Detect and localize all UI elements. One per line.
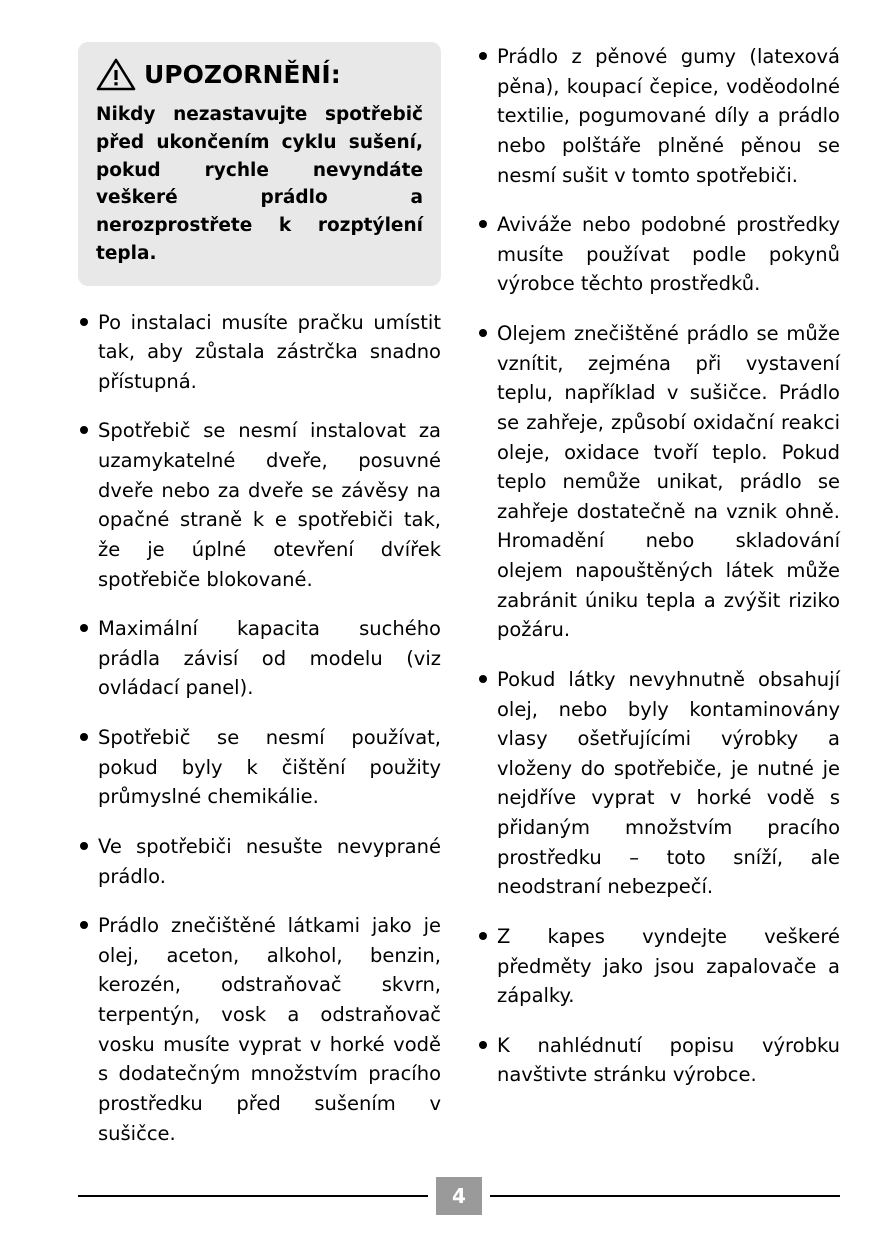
list-item: Prádlo z pěnové gumy (latexová pěna), koupací čepice, voděodolné textilie, pogumované díly a prádlo nebo polštáře plněné pěnou se nesmí sušit v tomto spotřebiči. bbox=[477, 42, 840, 190]
list-item: Prádlo znečištěné látkami jako je olej, aceton, alkohol, benzin, kerozén, odstraňovač skvrn, terpentýn, vosk a odstraňovač vosku musíte vyprat v horké vodě s dodatečným množstvím pracího prostředku před sušením v sušičce. bbox=[78, 911, 441, 1148]
warning-triangle-icon bbox=[96, 58, 136, 91]
left-column bbox=[78, 42, 441, 1152]
warning-header bbox=[96, 58, 423, 91]
warning-title: UPOZORNĚNÍ: bbox=[144, 60, 341, 89]
list-item: K nahlédnutí popisu výrobku navštivte stránku výrobce. bbox=[477, 1031, 840, 1090]
list-item: Maximální kapacita suchého prádla závisí od modelu (viz ovládací panel). bbox=[78, 614, 441, 703]
right-column bbox=[477, 42, 840, 1152]
list-item: Aviváže nebo podobné prostředky musíte používat podle pokynů výrobce těchto prostředků. bbox=[477, 210, 840, 299]
warning-text: Nikdy nezastavujte spotřebič před ukončením cyklu sušení, pokud rychle nevyndáte veškeré prádlo a nerozprostřete k rozptýlení tepla. bbox=[96, 104, 423, 264]
list-item: Spotřebič se nesmí používat, pokud byly k čištění použity průmyslné chemikálie. bbox=[78, 723, 441, 812]
list-item: Po instalaci musíte pračku umístit tak, aby zůstala zástrčka snadno přístupná. bbox=[78, 308, 441, 397]
list-item: Spotřebič se nesmí instalovat za uzamykatelné dveře, posuvné dveře nebo za dveře se závěsy na opačné straně k e spotřebiči tak, že je úplné otevření dvířek spotřebiče blokované. bbox=[78, 416, 441, 594]
two-column-body bbox=[78, 42, 840, 1152]
footer-rule-left bbox=[78, 1195, 428, 1197]
list-item: Z kapes vyndejte veškeré předměty jako jsou zapalovače a zápalky. bbox=[477, 922, 840, 1011]
list-item: Ve spotřebiči nesušte nevyprané prádlo. bbox=[78, 832, 441, 891]
left-bullet-list bbox=[78, 308, 441, 1149]
page-number-badge: 4 bbox=[436, 1177, 482, 1215]
warning-callout bbox=[78, 42, 441, 286]
page-footer bbox=[78, 1176, 840, 1216]
list-item: Olejem znečištěné prádlo se může vznítit, zejména při vystavení teplu, například v sušičce. Prádlo se zahřeje, způsobí oxidační reakci oleje, oxidace tvoří teplo. Pokud teplo nemůže unikat, prádlo se zahřeje dostatečně na vznik ohně. Hromadění nebo skladování olejem napouštěných látek může zabránit úniku tepla a zvýšit riziko požáru. bbox=[477, 319, 840, 645]
right-bullet-list bbox=[477, 42, 840, 1090]
footer-rule-right bbox=[490, 1195, 840, 1197]
list-item: Pokud látky nevyhnutně obsahují olej, nebo byly kontaminovány vlasy ošetřujícími výrobky a vloženy do spotřebiče, je nutné je nejdříve vyprat v horké vodě s přidaným množstvím pracího prostředku – toto sníží, ale neodstraní nebezpečí. bbox=[477, 665, 840, 902]
